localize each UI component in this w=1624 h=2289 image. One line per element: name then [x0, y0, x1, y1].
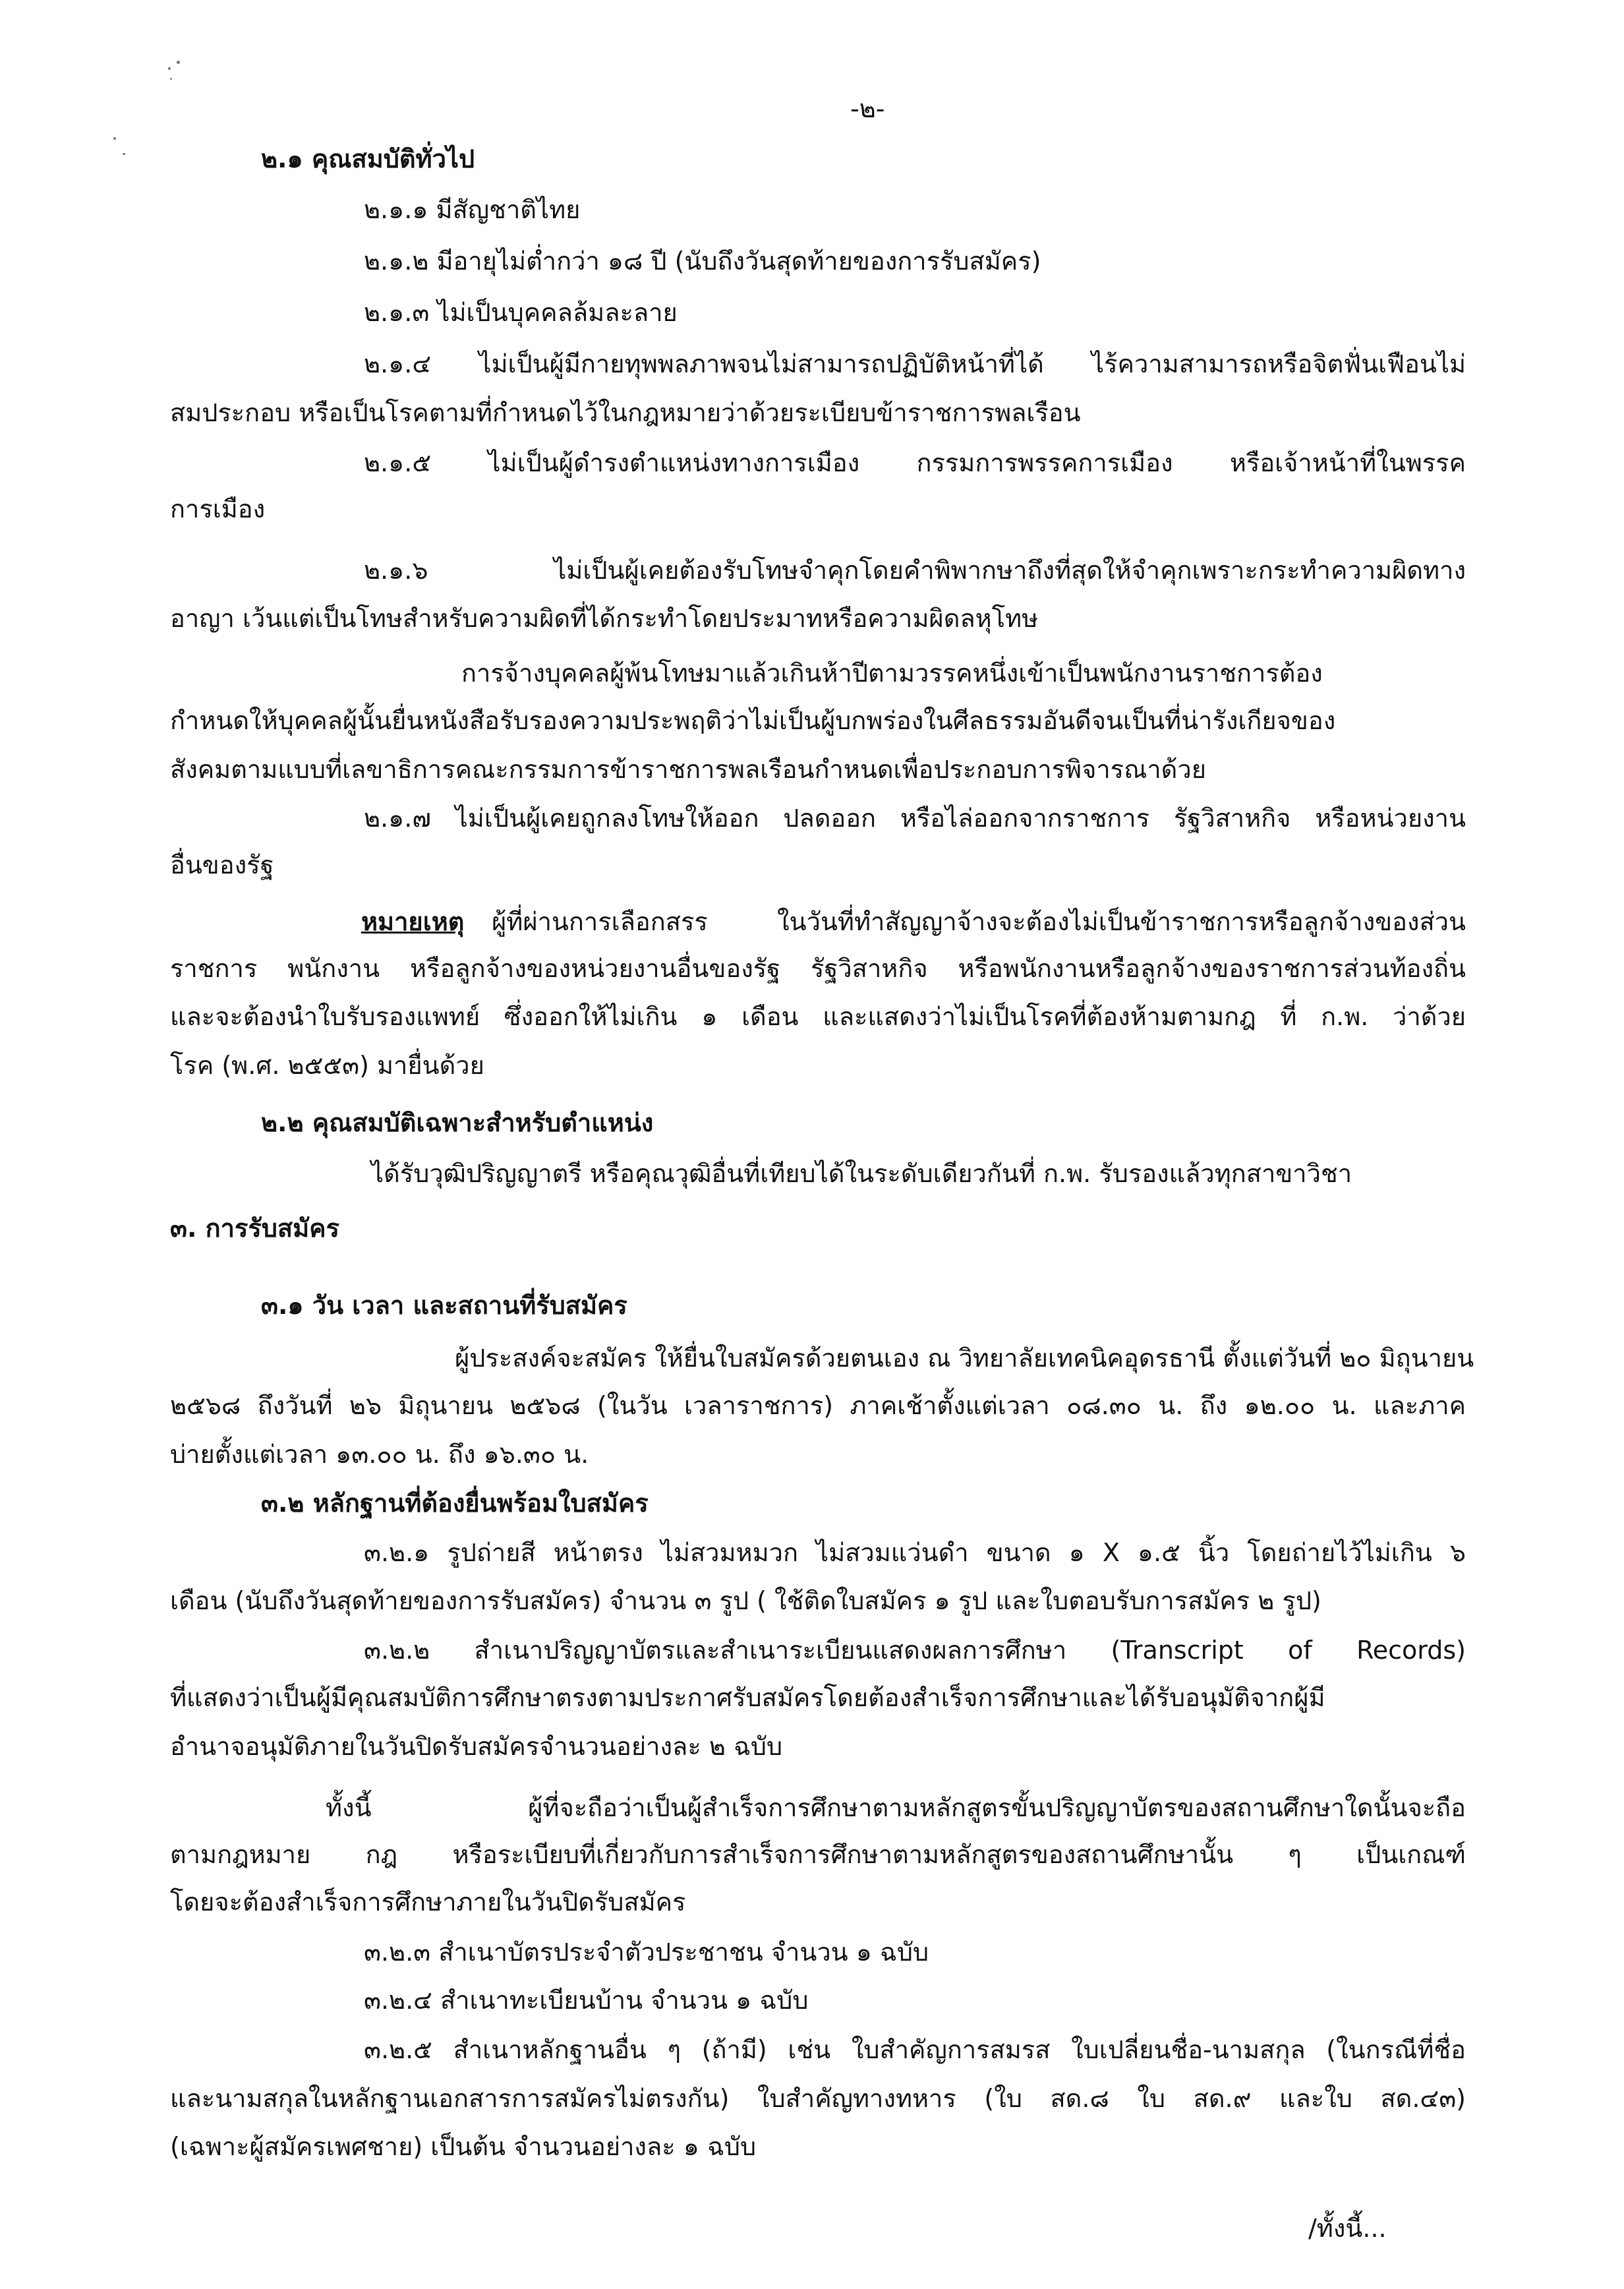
continuation-marker: /ทั้งนี้... [1308, 2214, 1387, 2243]
item-2-1-6-line: อาญา เว้นแต่เป็นโทษสำหรับความผิดที่ได้กระทำโดยประมาทหรือความผิดลหุโทษ [170, 604, 1039, 633]
item-2-1-4-line: ๒.๑.๔ ไม่เป็นผู้มีกายทุพพลภาพจนไม่สามารถปฏิบัติหน้าที่ได้ ไร้ความสามารถหรือจิตฟั่นเฟือนไม่ [364, 349, 1466, 378]
note-line: ราชการ พนักงาน หรือลูกจ้างของหน่วยงานอื่นของรัฐ รัฐวิสาหกิจ หรือพนักงานหรือลูกจ้างของราชการส่วนท้องถิ่น [170, 954, 1466, 983]
scan-speck [170, 78, 172, 80]
item-2-1-1: ๒.๑.๑ มีสัญชาติไทย [364, 195, 581, 224]
section-2-2-text: ได้รับวุฒิปริญญาตรี หรือคุณวุฒิอื่นที่เทียบได้ในระดับเดียวกันที่ ก.พ. รับรองแล้วทุกสาขาวิชา [371, 1159, 1352, 1188]
item-3-2-2-line: ที่แสดงว่าเป็นผู้มีคุณสมบัติการศึกษาตรงตามประกาศรับสมัครโดยต้องสำเร็จการศึกษาและได้รับอนุมัติจากผู้มี [170, 1683, 1325, 1712]
note-label: หมายเหตุ [361, 907, 465, 936]
page-number: -๒- [850, 94, 885, 123]
item-2-1-7-line: ๒.๑.๗ ไม่เป็นผู้เคยถูกลงโทษให้ออก ปลดออก หรือไล่ออกจากราชการ รัฐวิสาหกิจ หรือหน่วยงาน [364, 804, 1466, 833]
item-3-2-5-line: ๓.๒.๕ สำเนาหลักฐานอื่น ๆ (ถ้ามี) เช่น ใบสำคัญการสมรส ใบเปลี่ยนชื่อ-นามสกุล (ในกรณีที่ชื่อ [364, 2035, 1466, 2064]
item-3-2-1-line: ๓.๒.๑ รูปถ่ายสี หน้าตรง ไม่สวมหมวก ไม่สวมแว่นดำ ขนาด ๑ X ๑.๕ นิ้ว โดยถ่ายไว้ไม่เกิน ๖ [364, 1538, 1466, 1567]
item-2-1-6-paragraph-line: การจ้างบุคคลผู้พ้นโทษมาแล้วเกินห้าปีตามวรรคหนึ่งเข้าเป็นพนักงานราชการต้อง [461, 659, 1323, 688]
scan-speck [123, 153, 125, 155]
section-2-1-heading: ๒.๑ คุณสมบัติทั่วไป [261, 144, 475, 173]
item-2-1-6-paragraph-line: กำหนดให้บุคคลผู้นั้นยื่นหนังสือรับรองความประพฤติว่าไม่เป็นผู้บกพร่องในศีลธรรมอันดีจนเป็นที่น่ารังเกียจของ [170, 706, 1336, 735]
section-3-1-line: บ่ายตั้งแต่เวลา ๑๓.๐๐ น. ถึง ๑๖.๓๐ น. [170, 1440, 589, 1469]
item-2-1-6-line: ๒.๑.๖ ไม่เป็นผู้เคยต้องรับโทษจำคุกโดยคำพิพากษาถึงที่สุดให้จำคุกเพราะกระทำความผิดทาง [364, 556, 1466, 585]
section-3-1-line: ผู้ประสงค์จะสมัคร ให้ยื่นใบสมัครด้วยตนเอง ณ วิทยาลัยเทคนิคอุดรธานี ตั้งแต่วันที่ ๒๐ มิถุนายน [455, 1344, 1474, 1373]
item-3-2-2-paragraph-line: ตามกฎหมาย กฎ หรือระเบียบที่เกี่ยวกับการสำเร็จการศึกษาตามหลักสูตรของสถานศึกษานั้น ๆ เป็นเกณฑ์ [170, 1840, 1466, 1869]
scan-speck [177, 61, 180, 64]
item-3-2-1-line: เดือน (นับถึงวันสุดท้ายของการรับสมัคร) จำนวน ๓ รูป ( ใช้ติดใบสมัคร ๑ รูป และใบตอบรับการสมัคร ๒ รูป) [170, 1586, 1321, 1615]
note-line: ผู้ที่ผ่านการเลือกสรร ในวันที่ทำสัญญาจ้างจะต้องไม่เป็นข้าราชการหรือลูกจ้างของส่วน [492, 907, 1466, 936]
item-3-2-2-line: ๓.๒.๒ สำเนาปริญญาบัตรและสำเนาระเบียนแสดงผลการศึกษา (Transcript of Records) [364, 1636, 1466, 1665]
section-3-2-heading: ๓.๒ หลักฐานที่ต้องยื่นพร้อมใบสมัคร [261, 1489, 649, 1518]
item-2-1-3: ๒.๑.๓ ไม่เป็นบุคคลล้มละลาย [364, 298, 678, 327]
scan-speck [113, 137, 116, 140]
item-2-1-4-line: สมประกอบ หรือเป็นโรคตามที่กำหนดไว้ในกฎหมายว่าด้วยระเบียบข้าราชการพลเรือน [170, 398, 1081, 427]
item-3-2-3: ๓.๒.๓ สำเนาบัตรประจำตัวประชาชน จำนวน ๑ ฉบับ [364, 1938, 929, 1967]
item-3-2-4: ๓.๒.๔ สำเนาทะเบียนบ้าน จำนวน ๑ ฉบับ [364, 1986, 809, 2015]
item-2-1-6-paragraph-line: สังคมตามแบบที่เลขาธิการคณะกรรมการข้าราชการพลเรือนกำหนดเพื่อประกอบการพิจารณาด้วย [170, 755, 1206, 784]
scan-speck [168, 67, 171, 70]
item-2-1-7-line: อื่นของรัฐ [170, 850, 274, 879]
item-2-1-2: ๒.๑.๒ มีอายุไม่ต่ำกว่า ๑๘ ปี (นับถึงวันสุดท้ายของการรับสมัคร) [364, 247, 1041, 276]
item-2-1-5-line: ๒.๑.๕ ไม่เป็นผู้ดำรงตำแหน่งทางการเมือง กรรมการพรรคการเมือง หรือเจ้าหน้าที่ในพรรค [364, 448, 1466, 477]
note-line: และจะต้องนำใบรับรองแพทย์ ซึ่งออกให้ไม่เกิน ๑ เดือน และแสดงว่าไม่เป็นโรคที่ต้องห้ามตามกฎ ที่ ก.พ. ว่าด้วย [170, 1002, 1466, 1031]
item-3-2-2-paragraph-line: ทั้งนี้ ผู้ที่จะถือว่าเป็นผู้สำเร็จการศึกษาตามหลักสูตรขั้นปริญญาบัตรของสถานศึกษาใดนั้นจะถือ [326, 1793, 1466, 1822]
item-3-2-2-paragraph-line: โดยจะต้องสำเร็จการศึกษาภายในวันปิดรับสมัคร [170, 1888, 686, 1917]
note-line: โรค (พ.ศ. ๒๕๕๓) มายื่นด้วย [170, 1051, 484, 1080]
item-3-2-5-line: (เฉพาะผู้สมัครเพศชาย) เป็นต้น จำนวนอย่างละ ๑ ฉบับ [170, 2132, 757, 2161]
item-3-2-5-line: และนามสกุลในหลักฐานเอกสารการสมัครไม่ตรงกัน) ใบสำคัญทางทหาร (ใบ สด.๘ ใบ สด.๙ และใบ สด.๔๓) [170, 2084, 1466, 2113]
item-2-1-5-line: การเมือง [170, 494, 266, 523]
section-3-1-line: ๒๕๖๘ ถึงวันที่ ๒๖ มิถุนายน ๒๕๖๘ (ในวัน เวลาราชการ) ภาคเช้าตั้งแต่เวลา ๐๘.๓๐ น. ถึง ๑๒.๐๐ น. และภาค [170, 1391, 1466, 1420]
section-2-2-heading: ๒.๒ คุณสมบัติเฉพาะสำหรับตำแหน่ง [261, 1108, 654, 1137]
section-3-heading: ๓. การรับสมัคร [170, 1214, 340, 1243]
item-3-2-2-line: อำนาจอนุมัติภายในวันปิดรับสมัครจำนวนอย่างละ ๒ ฉบับ [170, 1732, 783, 1761]
section-3-1-heading: ๓.๑ วัน เวลา และสถานที่รับสมัคร [261, 1291, 627, 1320]
